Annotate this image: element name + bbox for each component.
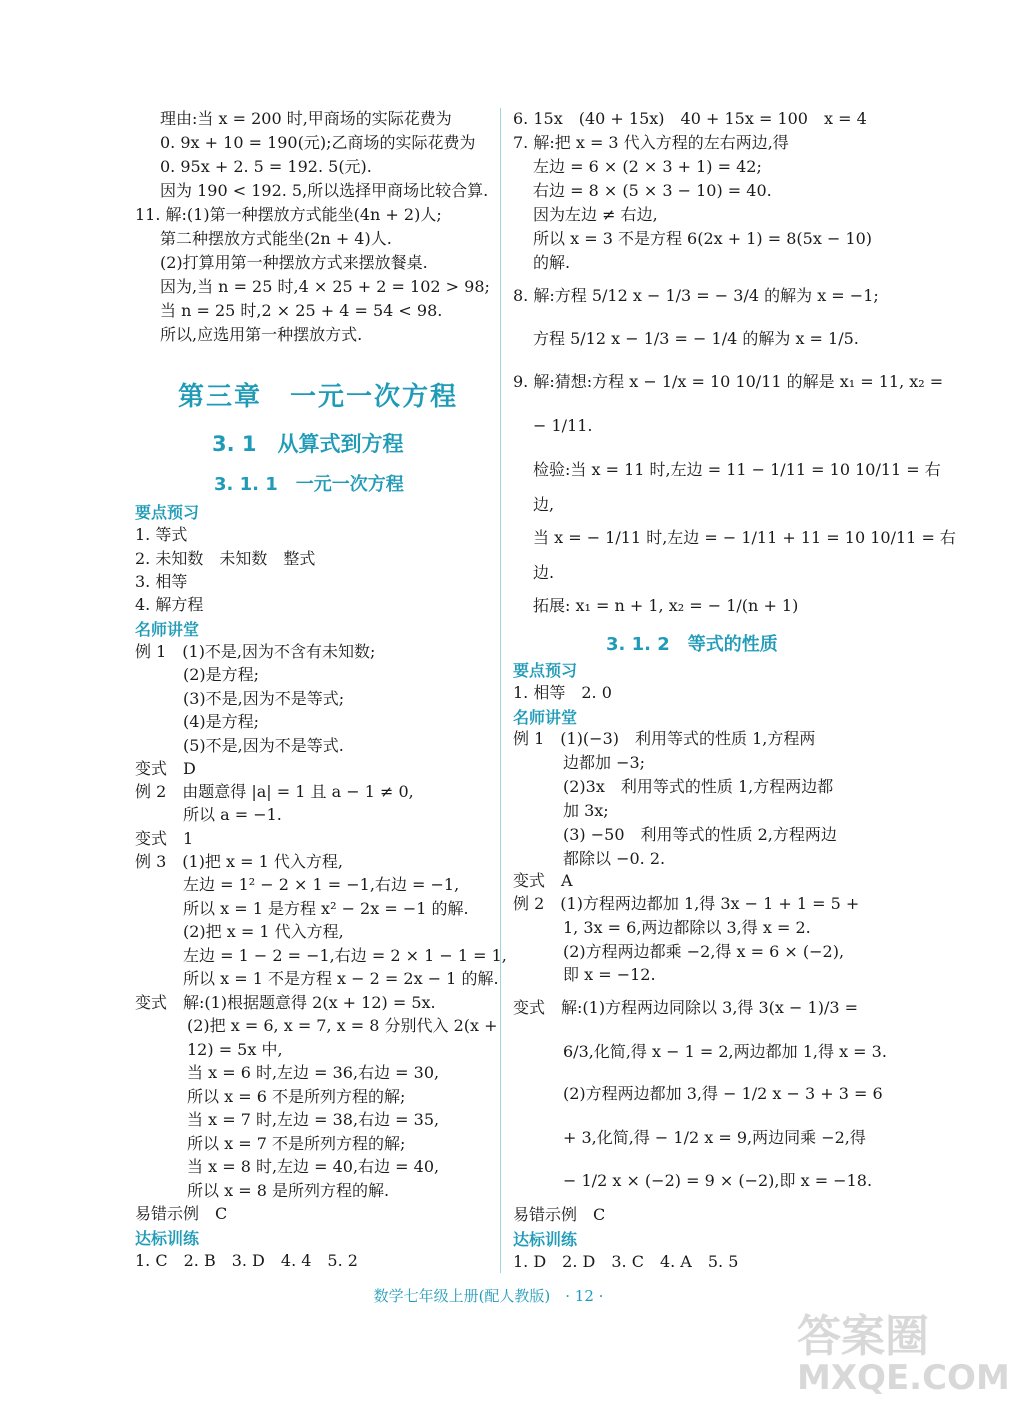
right-label-key-preview: 要点预习 — [513, 661, 578, 680]
watermark-line2: MXQE.COM — [797, 1358, 1010, 1398]
right-text-line: 即 x = −12. — [563, 965, 656, 984]
left-text-line: 因为 190 < 192. 5,所以选择甲商场比较合算. — [160, 181, 489, 200]
section-title-3-1-1: 3. 1. 1 一元一次方程 — [214, 474, 404, 495]
right-text-line: − 1/11. — [533, 416, 593, 435]
left-text-line: 11. 解:(1)第一种摆放方式能坐(4n + 2)人; — [135, 205, 442, 224]
right-text-line: 的解. — [533, 253, 571, 272]
left-text-line: (2)打算用第一种摆放方式来摆放餐桌. — [160, 253, 428, 272]
left-text-line: 当 x = 7 时,左边 = 38,右边 = 35, — [187, 1110, 440, 1129]
right-text-line: 边都加 −3; — [563, 753, 646, 772]
left-text-line: 当 n = 25 时,2 × 25 + 4 = 54 < 98. — [160, 301, 443, 320]
right-text-line: 8. 解:方程 5/12 x − 1/3 = − 3/4 的解为 x = −1; — [513, 286, 879, 305]
right-text-line: 边, — [533, 495, 555, 514]
left-text-line: 4. 解方程 — [135, 595, 204, 614]
left-text-line: 0. 95x + 2. 5 = 192. 5(元). — [160, 157, 372, 176]
left-text-line: 1. C 2. B 3. D 4. 4 5. 2 — [135, 1251, 358, 1270]
left-text-line: 所以 x = 8 是所列方程的解. — [187, 1181, 390, 1200]
right-text-line: 易错示例 C — [513, 1205, 606, 1224]
right-text-line: (3) −50 利用等式的性质 2,方程两边 — [563, 825, 837, 844]
left-label-practice: 达标训练 — [135, 1229, 200, 1248]
right-text-line: 当 x = − 1/11 时,左边 = − 1/11 + 11 = 10 10/11 = 右 — [533, 528, 956, 547]
right-text-line: 都除以 −0. 2. — [563, 849, 666, 868]
section-title-3-1: 3. 1 从算式到方程 — [212, 432, 404, 456]
left-label-teacher-lecture: 名师讲堂 — [135, 620, 200, 639]
right-text-line: (2)方程两边都乘 −2,得 x = 6 × (−2), — [563, 942, 845, 961]
right-text-line: 方程 5/12 x − 1/3 = − 1/4 的解为 x = 1/5. — [533, 329, 859, 348]
right-text-line: 边. — [533, 563, 555, 582]
page-footer: 数学七年级上册(配人教版) · 12 · — [373, 1287, 604, 1305]
left-text-line: 易错示例 C — [135, 1204, 228, 1223]
left-text-line: 理由:当 x = 200 时,甲商场的实际花费为 — [160, 109, 452, 128]
left-text-line: 当 x = 6 时,左边 = 36,右边 = 30, — [187, 1063, 440, 1082]
right-text-line: 1, 3x = 6,两边都除以 3,得 x = 2. — [563, 918, 811, 937]
right-text-line: 加 3x; — [563, 801, 609, 820]
left-text-line: (3)不是,因为不是等式; — [183, 689, 345, 708]
left-text-line: 例 2 由题意得 |a| = 1 且 a − 1 ≠ 0, — [135, 782, 414, 801]
right-text-line: 变式 解:(1)方程两边同除以 3,得 3(x − 1)/3 = — [513, 998, 859, 1017]
right-text-line: 拓展: x₁ = n + 1, x₂ = − 1/(n + 1) — [533, 596, 799, 615]
left-text-line: 所以 x = 1 是方程 x² − 2x = −1 的解. — [183, 899, 469, 918]
left-text-line: 例 3 (1)把 x = 1 代入方程, — [135, 852, 343, 871]
left-text-line: 例 1 (1)不是,因为不含有未知数; — [135, 642, 376, 661]
left-text-line: (5)不是,因为不是等式. — [183, 736, 344, 755]
right-text-line: 右边 = 8 × (5 × 3 − 10) = 40. — [533, 181, 772, 200]
right-label-practice: 达标训练 — [513, 1230, 578, 1249]
right-text-line: + 3,化简,得 − 1/2 x = 9,两边同乘 −2,得 — [563, 1128, 866, 1147]
left-text-line: 左边 = 1² − 2 × 1 = −1,右边 = −1, — [183, 875, 460, 894]
left-text-line: (4)是方程; — [183, 712, 260, 731]
right-text-line: 因为左边 ≠ 右边, — [533, 205, 658, 224]
watermark-logo — [797, 1300, 1010, 1398]
left-text-line: 3. 相等 — [135, 572, 188, 591]
right-text-line: 左边 = 6 × (2 × 3 + 1) = 42; — [533, 157, 762, 176]
left-text-line: (2)把 x = 1 代入方程, — [183, 922, 344, 941]
watermark-line1: 答案圈 — [797, 1311, 929, 1362]
right-text-line: 9. 解:猜想:方程 x − 1/x = 10 10/11 的解是 x₁ = 11, x₂ = — [513, 372, 944, 391]
left-text-line: 第二种摆放方式能坐(2n + 4)人. — [160, 229, 392, 248]
right-text-line: 1. D 2. D 3. C 4. A 5. 5 — [513, 1252, 739, 1271]
right-text-line: 1. 相等 2. 0 — [513, 683, 612, 702]
right-text-line: (2)方程两边都加 3,得 − 1/2 x − 3 + 3 = 6 — [563, 1084, 883, 1103]
right-text-line: 6. 15x (40 + 15x) 40 + 15x = 100 x = 4 — [513, 109, 867, 128]
left-text-line: 0. 9x + 10 = 190(元);乙商场的实际花费为 — [160, 133, 476, 152]
left-text-line: 所以 a = −1. — [183, 805, 282, 824]
left-text-line: 所以 x = 1 不是方程 x − 2 = 2x − 1 的解. — [183, 969, 499, 988]
right-text-line: 例 2 (1)方程两边都加 1,得 3x − 1 + 1 = 5 + — [513, 894, 860, 913]
left-text-line: 变式 D — [135, 759, 196, 778]
right-text-line: 6/3,化简,得 x − 1 = 2,两边都加 1,得 x = 3. — [563, 1042, 887, 1061]
left-text-line: 所以 x = 7 不是所列方程的解; — [187, 1134, 406, 1153]
left-text-line: (2)是方程; — [183, 665, 260, 684]
left-text-line: 所以,应选用第一种摆放方式. — [160, 325, 363, 344]
left-text-line: 左边 = 1 − 2 = −1,右边 = 2 × 1 − 1 = 1, — [183, 946, 507, 965]
section-title-3-1-2: 3. 1. 2 等式的性质 — [606, 634, 778, 655]
left-text-line: 所以 x = 6 不是所列方程的解; — [187, 1087, 406, 1106]
right-text-line: − 1/2 x × (−2) = 9 × (−2),即 x = −18. — [563, 1171, 873, 1190]
right-label-teacher-lecture: 名师讲堂 — [513, 708, 578, 727]
right-text-line: (2)3x 利用等式的性质 1,方程两边都 — [563, 777, 834, 796]
left-text-line: 当 x = 8 时,左边 = 40,右边 = 40, — [187, 1157, 440, 1176]
chapter-title: 第三章 一元一次方程 — [178, 382, 459, 412]
right-text-line: 所以 x = 3 不是方程 6(2x + 1) = 8(5x − 10) — [533, 229, 873, 248]
right-text-line: 变式 A — [513, 871, 573, 890]
left-label-key-preview: 要点预习 — [135, 503, 200, 522]
column-divider — [500, 108, 501, 1273]
left-text-line: 1. 等式 — [135, 525, 188, 544]
left-text-line: 因为,当 n = 25 时,4 × 25 + 2 = 102 > 98; — [160, 277, 490, 296]
left-text-line: 12) = 5x 中, — [187, 1040, 283, 1059]
left-text-line: (2)把 x = 6, x = 7, x = 8 分别代入 2(x + — [187, 1016, 498, 1035]
right-text-line: 7. 解:把 x = 3 代入方程的左右两边,得 — [513, 133, 789, 152]
right-text-line: 例 1 (1)(−3) 利用等式的性质 1,方程两 — [513, 729, 816, 748]
left-text-line: 变式 解:(1)根据题意得 2(x + 12) = 5x. — [135, 993, 436, 1012]
right-text-line: 检验:当 x = 11 时,左边 = 11 − 1/11 = 10 10/11 = 右 — [533, 460, 941, 479]
left-text-line: 2. 未知数 未知数 整式 — [135, 549, 316, 568]
left-text-line: 变式 1 — [135, 829, 194, 848]
